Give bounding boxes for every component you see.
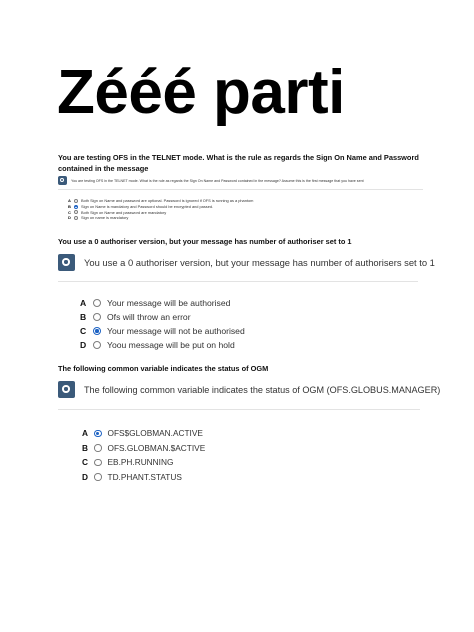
- option-c[interactable]: [82, 455, 420, 470]
- question-prompt-text: The following common variable indicates the status of OGM (OFS.GLOBUS.MANAGER): [84, 384, 441, 395]
- option-d[interactable]: [80, 338, 418, 352]
- option-a[interactable]: [80, 296, 418, 310]
- option-letter: C: [82, 457, 88, 468]
- radio-button[interactable]: [93, 299, 101, 307]
- radio-button[interactable]: [94, 473, 102, 481]
- option-text: Your message will not be authorised: [107, 326, 245, 336]
- option-letter: C: [80, 326, 87, 336]
- question-prompt-row: [58, 381, 441, 398]
- option-letter: A: [68, 198, 71, 204]
- question-heading-2: You use a 0 authoriser version, but your message has number of authoriser set to 1: [58, 237, 352, 246]
- question-prompt-text: You are testing OFS in the TELNET mode. What is the rule as regards the Sign On Name and Password contained in the message? Assume this is the first message that you have sent: [71, 178, 364, 183]
- option-text: EB.PH.RUNNING: [107, 457, 174, 468]
- option-letter: B: [68, 204, 71, 210]
- option-d[interactable]: [68, 215, 423, 221]
- question-prompt-text: You use a 0 authoriser version, but your message has number of authorisers set to 1: [84, 257, 435, 268]
- question-screenshot-1: [58, 176, 423, 221]
- option-a[interactable]: [82, 426, 420, 441]
- option-text: Yoou message will be put on hold: [107, 340, 235, 350]
- radio-button[interactable]: [93, 313, 101, 321]
- radio-button[interactable]: [74, 210, 78, 214]
- question-heading-1: You are testing OFS in the TELNET mode. What is the rule as regards the Sign On Name and Password contained in the message: [58, 153, 419, 173]
- option-text: Your message will be authorised: [107, 298, 231, 308]
- option-text: Sign on Name is mandatory and Password should be encrypted and passed.: [81, 204, 214, 210]
- option-text: Sign on name is mandatory: [81, 215, 129, 221]
- radio-button-selected[interactable]: [74, 205, 78, 209]
- divider: [58, 409, 420, 410]
- radio-button[interactable]: [94, 444, 102, 452]
- option-text: OFS$GLOBMAN.ACTIVE: [107, 428, 203, 439]
- option-text: Ofs will throw an error: [107, 312, 191, 322]
- option-text: Both Sign on Name and password are optional. Password is ignored if OFS is running as a phantom: [81, 198, 254, 204]
- page-title: Zééé parti: [57, 58, 345, 127]
- option-d[interactable]: [82, 470, 420, 485]
- option-b[interactable]: [80, 310, 418, 324]
- option-b[interactable]: [82, 441, 420, 456]
- option-text: OFS.GLOBMAN.$ACTIVE: [107, 442, 206, 453]
- option-letter: C: [68, 209, 71, 215]
- radio-button[interactable]: [93, 341, 101, 349]
- option-letter: D: [80, 340, 87, 350]
- question-prompt-row: [58, 176, 423, 185]
- radio-button-selected[interactable]: [93, 327, 101, 335]
- option-text: Both Sign on Name and password are mandatory: [81, 209, 167, 215]
- quiz-logo-icon: [58, 254, 75, 271]
- radio-button-selected[interactable]: [94, 430, 102, 438]
- divider: [58, 189, 423, 190]
- radio-button[interactable]: [74, 199, 78, 203]
- divider: [58, 281, 418, 282]
- option-letter: B: [82, 442, 88, 453]
- question-prompt-row: [58, 254, 435, 271]
- option-letter: D: [68, 215, 71, 221]
- radio-button[interactable]: [94, 459, 102, 467]
- option-text: TD.PHANT.STATUS: [107, 471, 182, 482]
- option-letter: A: [82, 428, 88, 439]
- option-c[interactable]: [80, 324, 418, 338]
- question-screenshot-3: [58, 381, 441, 484]
- question-screenshot-2: [58, 254, 435, 352]
- option-letter: D: [82, 471, 88, 482]
- radio-button[interactable]: [74, 216, 78, 220]
- option-letter: B: [80, 312, 87, 322]
- option-letter: A: [80, 298, 87, 308]
- quiz-logo-icon: [58, 381, 75, 398]
- question-heading-3: The following common variable indicates the status of OGM: [58, 364, 269, 373]
- quiz-logo-icon: [58, 176, 67, 185]
